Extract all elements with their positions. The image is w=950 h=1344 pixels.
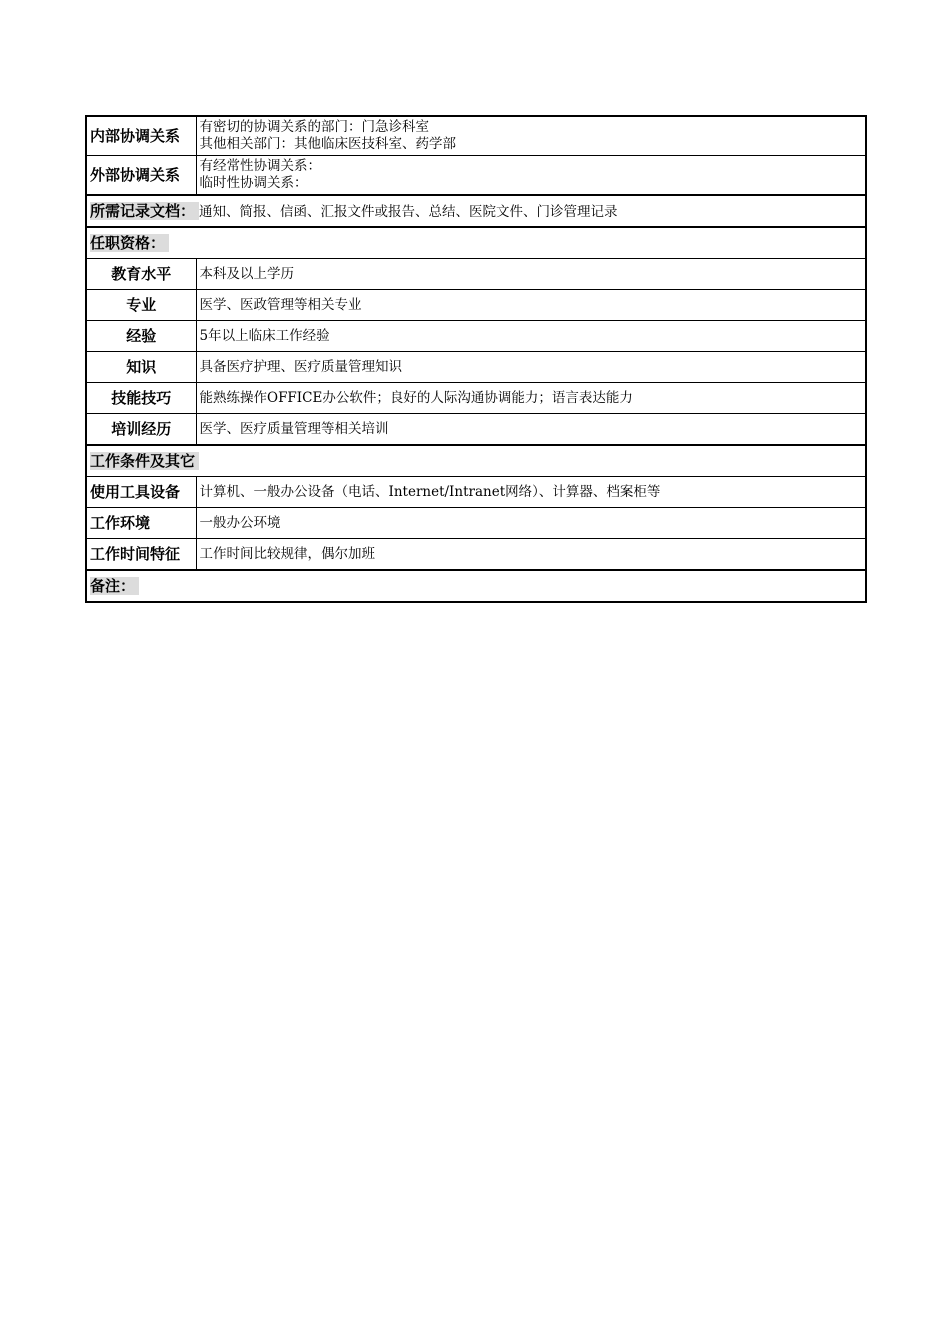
- qualification-label: 培训经历: [86, 414, 196, 446]
- records-row: [86, 195, 866, 227]
- qualification-label: 教育水平: [86, 259, 196, 290]
- condition-row: [86, 508, 866, 539]
- condition-row: [86, 477, 866, 508]
- qualifications-header: 任职资格：: [90, 234, 169, 252]
- qualification-row: [86, 321, 866, 352]
- qualification-row: [86, 352, 866, 383]
- remarks-cell: [86, 570, 866, 602]
- external-coordination-value: [196, 156, 866, 196]
- condition-label: 工作环境: [86, 508, 196, 539]
- qualification-label: 技能技巧: [86, 383, 196, 414]
- condition-value: 工作时间比较规律，偶尔加班: [196, 539, 866, 571]
- qualifications-header-cell: [86, 227, 866, 259]
- qualification-row: [86, 290, 866, 321]
- records-value: 通知、简报、信函、汇报文件或报告、总结、医院文件、门诊管理记录: [199, 203, 618, 220]
- qualification-value: 能熟练操作OFFICE办公软件；良好的人际沟通协调能力；语言表达能力: [196, 383, 866, 414]
- remarks-row: [86, 570, 866, 602]
- qualification-row: [86, 414, 866, 446]
- external-coordination-line-1: 有经常性协调关系：: [199, 158, 321, 174]
- internal-coordination-line-2: 其他相关部门：其他临床医技科室、药学部: [199, 136, 456, 152]
- qualification-value: 本科及以上学历: [196, 259, 866, 290]
- qualification-value: 具备医疗护理、医疗质量管理知识: [196, 352, 866, 383]
- qualification-label: 知识: [86, 352, 196, 383]
- condition-row: [86, 539, 866, 571]
- job-description-sheet: [85, 115, 865, 603]
- internal-coordination-label: 内部协调关系: [86, 116, 196, 156]
- internal-coordination-row: [86, 116, 866, 156]
- condition-label: 使用工具设备: [86, 477, 196, 508]
- qualification-value: 5年以上临床工作经验: [196, 321, 866, 352]
- qualification-value: 医学、医疗质量管理等相关培训: [196, 414, 866, 446]
- condition-label: 工作时间特征: [86, 539, 196, 571]
- records-label: 所需记录文档：: [90, 202, 199, 220]
- qualification-row: [86, 259, 866, 290]
- qualification-label: 经验: [86, 321, 196, 352]
- qualifications-header-row: [86, 227, 866, 259]
- qualification-label: 专业: [86, 290, 196, 321]
- condition-value: 一般办公环境: [196, 508, 866, 539]
- qualification-value: 医学、医政管理等相关专业: [196, 290, 866, 321]
- external-coordination-label: 外部协调关系: [86, 156, 196, 196]
- job-description-table: [85, 115, 867, 603]
- remarks-label: 备注：: [90, 577, 139, 595]
- qualification-row: [86, 383, 866, 414]
- conditions-header-row: [86, 445, 866, 477]
- external-coordination-line-2: 临时性协调关系：: [199, 175, 308, 191]
- internal-coordination-line-1: 有密切的协调关系的部门：门急诊科室: [199, 119, 429, 135]
- conditions-header-cell: [86, 445, 866, 477]
- external-coordination-row: [86, 156, 866, 196]
- internal-coordination-value: [196, 116, 866, 156]
- condition-value: 计算机、一般办公设备（电话、Internet/Intranet网络）、计算器、档案柜等: [196, 477, 866, 508]
- records-cell: [86, 195, 866, 227]
- conditions-header: 工作条件及其它: [90, 452, 199, 470]
